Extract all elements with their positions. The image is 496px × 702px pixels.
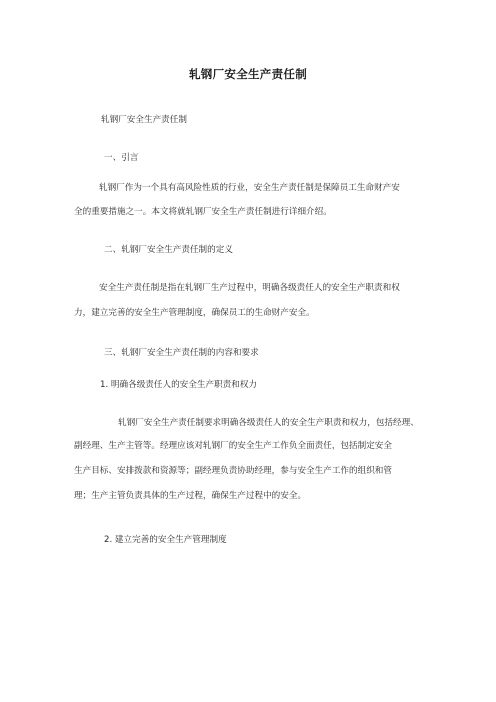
section-heading-content: 三、轧钢厂安全生产责任制的内容和要求	[104, 348, 259, 358]
document-subtitle: 轧钢厂安全生产责任制	[101, 115, 187, 125]
section-heading-definition: 二、轧钢厂安全生产责任制的定义	[104, 245, 233, 255]
section-heading-introduction: 一、引言	[104, 153, 139, 163]
document-title: 轧钢厂安全生产责任制	[189, 67, 307, 81]
paragraph-line: 生产目标、安排拨款和资源等；副经理负责协助经理，参与安全生产工作的组织和管	[74, 466, 392, 476]
paragraph-line: 安全生产责任制是指在轧钢厂生产过程中，明确各级责任人的安全生产职责和权	[99, 283, 400, 293]
paragraph-line: 理；生产主管负责具体的生产过程，确保生产过程中的安全。	[74, 491, 307, 501]
paragraph-line: 力，建立完善的安全生产管理制度，确保员工的生命财产安全。	[74, 308, 315, 318]
subsection-heading: 1. 明确各级责任人的安全生产职责和权力	[100, 380, 258, 390]
paragraph-line: 轧钢厂作为一个具有高风险性质的行业，安全生产责任制是保障员工生命财产安	[99, 183, 400, 193]
subsection-heading: 2. 建立完善的安全生产管理制度	[104, 535, 227, 545]
paragraph-line: 轧钢厂安全生产责任制要求明确各级责任人的安全生产职责和权力，包括经理、	[118, 418, 419, 428]
paragraph-line: 副经理、生产主管等。经理应该对轧钢厂的安全生产工作负全面责任，包括制定安全	[74, 441, 392, 451]
paragraph-line: 全的重要措施之一。本文将就轧钢厂安全生产责任制进行详细介绍。	[74, 207, 332, 217]
